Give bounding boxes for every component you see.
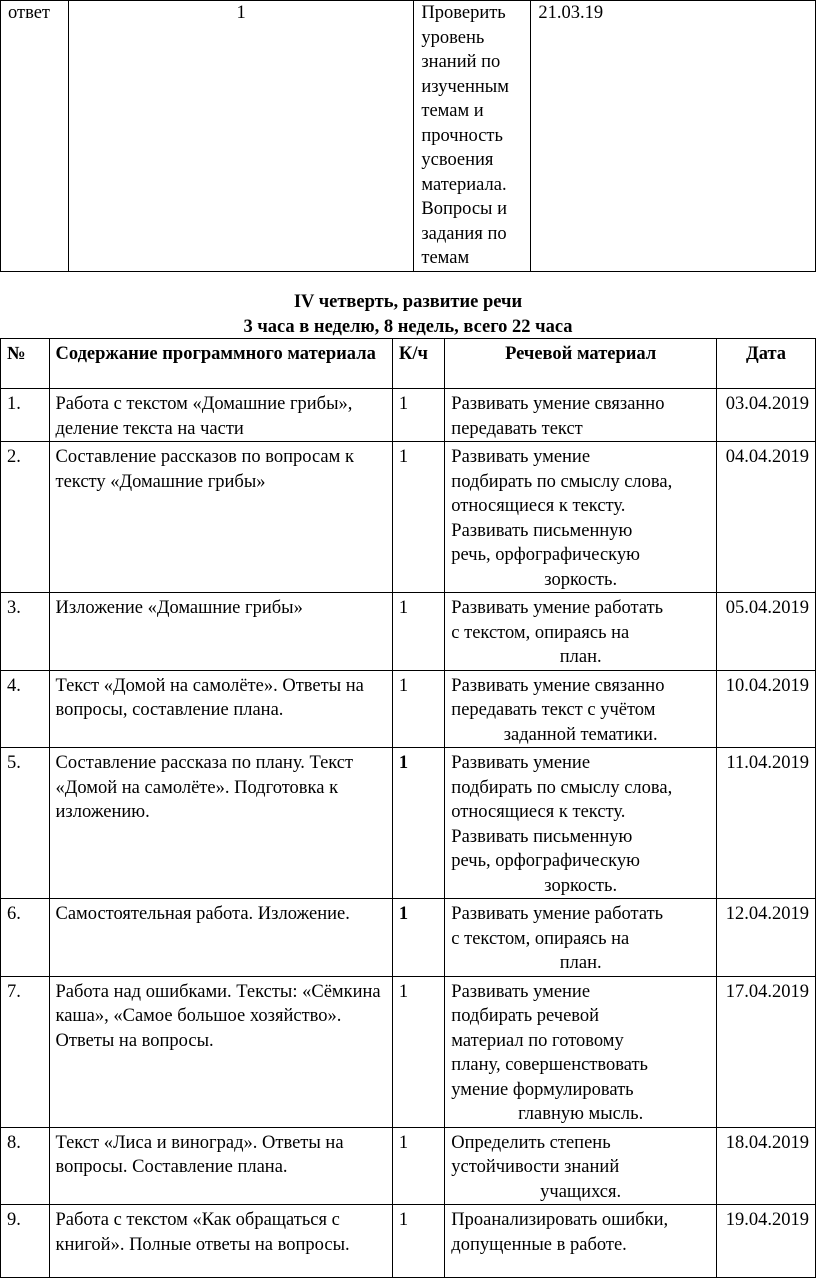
speech-line: устойчивости знаний [451, 1157, 620, 1177]
row-speech-material [445, 976, 717, 1127]
table-row [1, 389, 816, 442]
speech-line: умение формулировать [451, 1079, 634, 1100]
table-row [1, 976, 816, 1127]
table-row [1, 899, 816, 977]
row-hours: 1 [392, 593, 444, 671]
row-number: 8. [1, 1127, 50, 1205]
speech-line: относящиеся к тексту. [451, 802, 626, 822]
row-hours: 1 [392, 670, 444, 748]
section-subtitle: 3 часа в неделю, 8 недель, всего 22 часа [243, 317, 573, 337]
speech-line: Развивать умение [451, 447, 591, 467]
row-speech-material [445, 670, 717, 748]
row-content: Изложение «Домашние грибы» [49, 593, 392, 671]
table-row [1, 442, 816, 593]
speech-line: допущенные в работе. [451, 1234, 627, 1255]
hours-cell: 1 [68, 1, 413, 272]
row-number: 2. [1, 442, 50, 593]
row-date: 10.04.2019 [717, 670, 816, 748]
row-speech-material [445, 899, 717, 977]
header-hours: К/ч [392, 339, 444, 389]
speech-line: Развивать умение работать [451, 598, 664, 618]
speech-line: Проанализировать ошибки, [451, 1210, 669, 1230]
row-speech-material [445, 748, 717, 899]
table-row [1, 748, 816, 899]
speech-line: учащихся. [540, 1181, 622, 1202]
speech-line: план. [559, 647, 602, 667]
speech-line: Развивать умение связанно [451, 675, 665, 696]
row-date: 04.04.2019 [717, 442, 816, 593]
speech-line: зоркость. [544, 569, 618, 590]
row-hours: 1 [392, 748, 444, 899]
speech-line: Развивать письменную [451, 826, 633, 847]
row-content: Составление рассказов по вопросам к тексту «Домашние грибы» [49, 442, 392, 593]
speech-line: подбирать по смыслу слова, [451, 471, 673, 492]
section-title: IV четверть, развитие речи [293, 292, 523, 312]
row-content: Работа над ошибками. Тексты: «Сёмкина каша», «Самое большое хозяйство». Ответы на вопросы. [49, 976, 392, 1127]
row-speech-material [445, 442, 717, 593]
row-date: 03.04.2019 [717, 389, 816, 442]
row-date: 11.04.2019 [717, 748, 816, 899]
speech-line: Развивать умение работать [451, 904, 664, 924]
speech-line: с текстом, опираясь на [451, 928, 630, 949]
row-hours: 1 [392, 442, 444, 593]
row-number: 9. [1, 1205, 50, 1278]
row-hours: 1 [392, 1127, 444, 1205]
speech-line: плану, совершенствовать [451, 1055, 648, 1075]
row-speech-material [445, 389, 717, 442]
row-number: 4. [1, 670, 50, 748]
row-content: Составление рассказа по плану. Текст «Домой на самолёте». Подготовка к изложению. [49, 748, 392, 899]
date-cell: 21.03.19 [531, 1, 816, 272]
row-hours: 1 [392, 389, 444, 442]
table-row [1, 1127, 816, 1205]
lesson-plan-table [0, 338, 816, 1278]
speech-line: главную мысль. [518, 1104, 644, 1124]
row-number: 3. [1, 593, 50, 671]
speech-line: зоркость. [544, 875, 618, 896]
row-date: 05.04.2019 [717, 593, 816, 671]
speech-line: передавать текст с учётом [451, 700, 656, 720]
row-content: Работа с текстом «Как обращаться с книгой». Полные ответы на вопросы. [49, 1205, 392, 1278]
speech-line: относящиеся к тексту. [451, 496, 626, 516]
speech-line: план. [559, 953, 602, 973]
table-row [1, 1205, 816, 1278]
speech-line: материал по готовому [451, 1030, 624, 1051]
speech-line: с текстом, опираясь на [451, 622, 630, 643]
header-content: Содержание программного материала [49, 339, 392, 389]
row-speech-material [445, 1127, 717, 1205]
row-content: Работа с текстом «Домашние грибы», деление текста на части [49, 389, 392, 442]
row-content: Текст «Домой на самолёте». Ответы на вопросы, составление плана. [49, 670, 392, 748]
previous-quarter-table [0, 0, 816, 272]
row-speech-material [445, 593, 717, 671]
speech-line: подбирать речевой [451, 1006, 600, 1026]
row-date: 19.04.2019 [717, 1205, 816, 1278]
table-row [1, 1, 816, 272]
speech-line: Определить степень [451, 1132, 611, 1153]
row-label: ответ [1, 1, 69, 272]
row-hours: 1 [392, 899, 444, 977]
row-number: 6. [1, 899, 50, 977]
row-content: Самостоятельная работа. Изложение. [49, 899, 392, 977]
speech-line: Развивать умение [451, 981, 591, 1002]
row-content: Текст «Лиса и виноград». Ответы на вопросы. Составление плана. [49, 1127, 392, 1205]
table-row [1, 593, 816, 671]
speech-line: речь, орфографическую [451, 851, 640, 871]
speech-line: подбирать по смыслу слова, [451, 777, 673, 798]
row-number: 7. [1, 976, 50, 1127]
speech-line: речь, орфографическую [451, 545, 640, 565]
row-number: 1. [1, 389, 50, 442]
row-number: 5. [1, 748, 50, 899]
speech-line: Развивать письменную [451, 520, 633, 541]
header-date: Дата [717, 339, 816, 389]
speech-line: передавать текст [451, 418, 583, 439]
goal-cell: Проверить уровень знаний по изученным темам и прочность усвоения материала. Вопросы и задания по темам [414, 1, 531, 272]
speech-line: Развивать умение [451, 753, 591, 773]
header-row [1, 339, 816, 389]
header-num: № [1, 339, 50, 389]
speech-line: заданной тематики. [503, 724, 658, 745]
row-hours: 1 [392, 976, 444, 1127]
table-row [1, 670, 816, 748]
header-speech: Речевой материал [445, 339, 717, 389]
row-date: 17.04.2019 [717, 976, 816, 1127]
row-speech-material [445, 1205, 717, 1278]
row-hours: 1 [392, 1205, 444, 1278]
row-date: 12.04.2019 [717, 899, 816, 977]
speech-line: Развивать умение связанно [451, 394, 665, 414]
row-date: 18.04.2019 [717, 1127, 816, 1205]
